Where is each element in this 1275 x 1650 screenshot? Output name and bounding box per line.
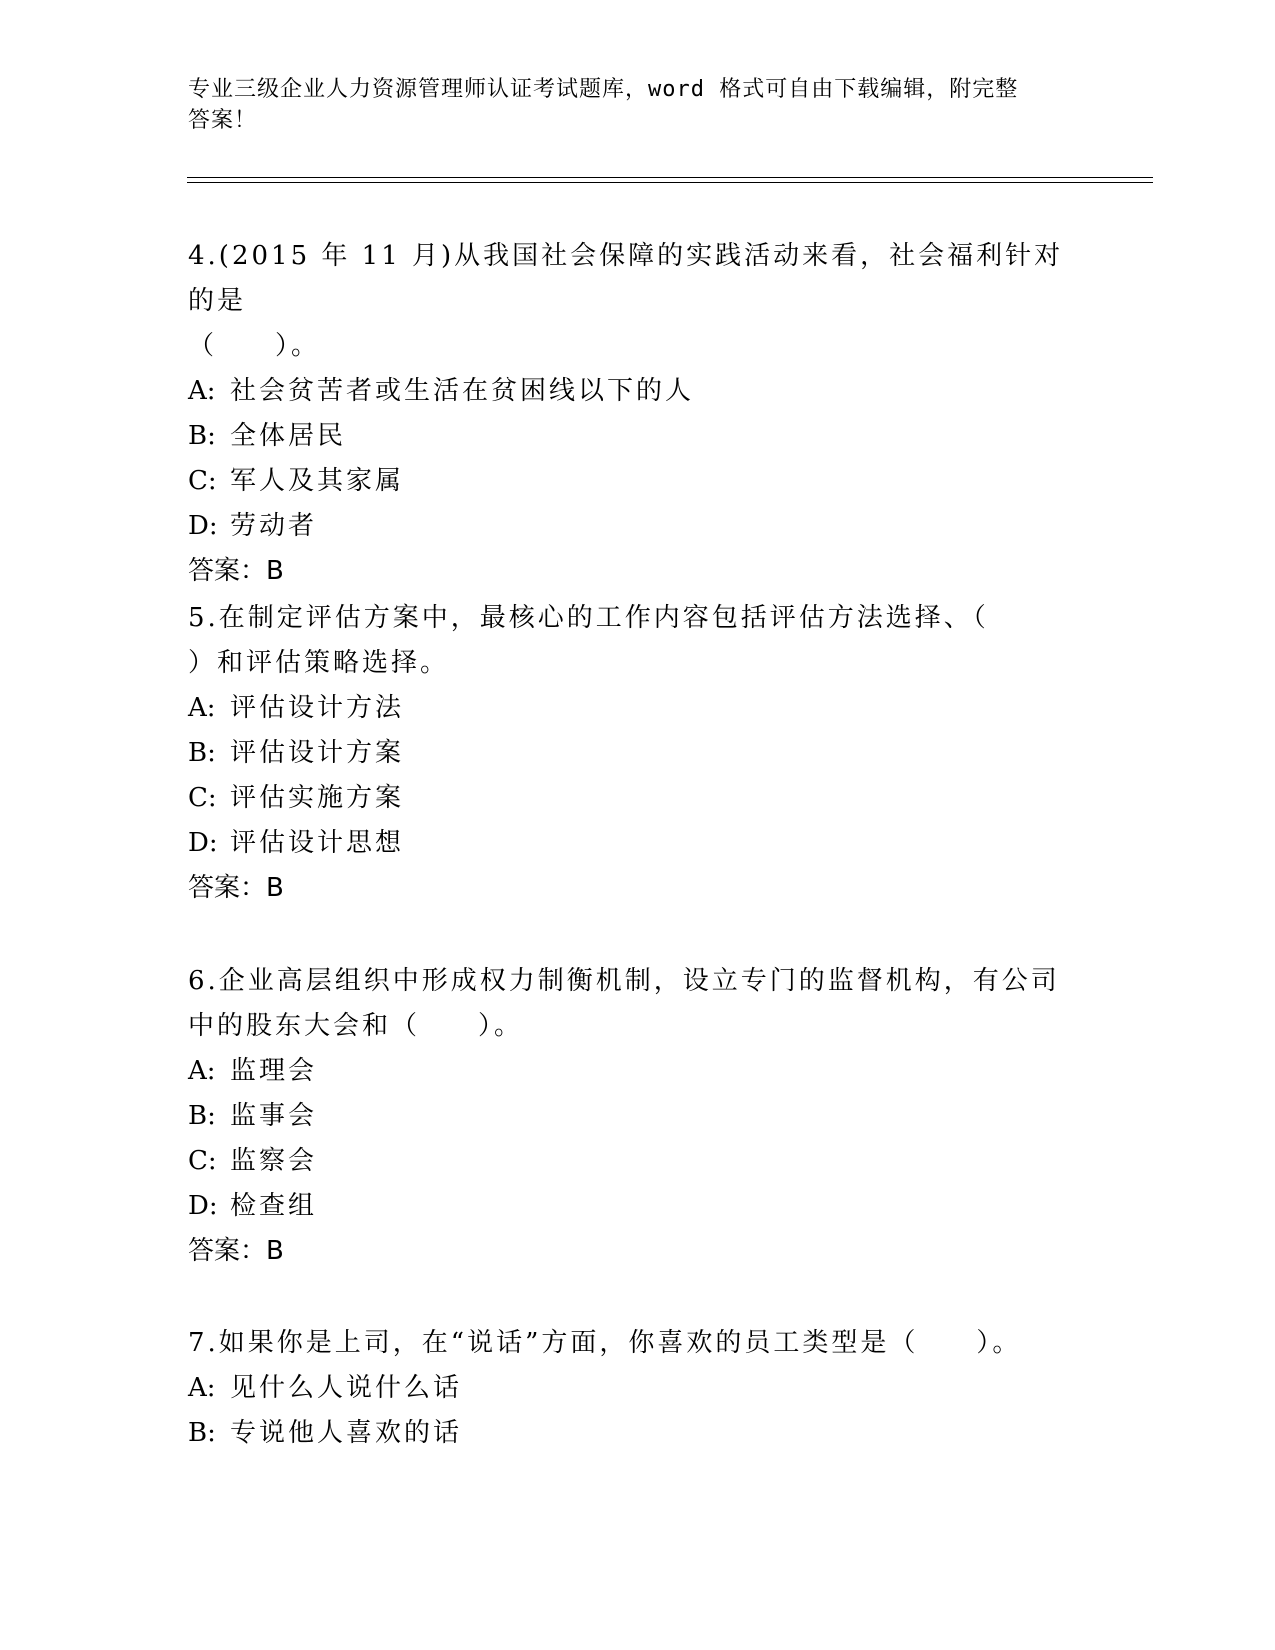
option-text: 专说他人喜欢的话 xyxy=(230,1418,463,1448)
question-text-line-2: ）和评估策略选择。 xyxy=(188,648,450,678)
option-b xyxy=(188,731,1088,776)
option-text: 评估设计思想 xyxy=(230,828,405,858)
option-key: A: xyxy=(188,1373,216,1403)
header-line-1: 专业三级企业人力资源管理师认证考试题库，word 格式可自由下载编辑，附完整 xyxy=(188,77,1019,102)
answer-line: 答案：B xyxy=(188,1236,284,1266)
option-d xyxy=(188,1184,1088,1229)
option-key: D: xyxy=(188,1191,218,1221)
option-b xyxy=(188,1094,1088,1139)
option-key: D: xyxy=(188,511,218,541)
option-key: A: xyxy=(188,376,216,406)
option-text: 检查组 xyxy=(230,1191,318,1221)
option-key: B: xyxy=(188,738,216,768)
header-divider-bottom xyxy=(187,182,1153,183)
option-a xyxy=(188,686,1088,731)
question-text-line-1: 7.如果你是上司，在“说话”方面，你喜欢的员工类型是（ ）。 xyxy=(188,1328,1022,1358)
option-text: 劳动者 xyxy=(230,511,318,541)
option-key: C: xyxy=(188,1146,217,1176)
question-block-4 xyxy=(188,234,1088,594)
question-text-line-2: 中的股东大会和（ ）。 xyxy=(188,1011,524,1041)
option-text: 评估设计方案 xyxy=(230,738,405,768)
option-text: 见什么人说什么话 xyxy=(230,1373,463,1403)
option-text: 评估设计方法 xyxy=(230,693,405,723)
option-c xyxy=(188,776,1088,821)
option-d xyxy=(188,504,1088,549)
option-c xyxy=(188,1139,1088,1184)
answer-line: 答案：B xyxy=(188,873,284,903)
question-block-5 xyxy=(188,596,1088,911)
option-key: D: xyxy=(188,828,218,858)
option-key: B: xyxy=(188,1418,216,1448)
option-b xyxy=(188,1411,1088,1456)
header-divider-top xyxy=(187,177,1153,178)
question-text-line-1: 6.企业高层组织中形成权力制衡机制，设立专门的监督机构，有公司 xyxy=(188,966,1060,996)
option-key: C: xyxy=(188,783,217,813)
option-key: B: xyxy=(188,1101,216,1131)
question-text-line-1: 5.在制定评估方案中，最核心的工作内容包括评估方法选择、（ xyxy=(188,603,989,633)
option-key: C: xyxy=(188,466,217,496)
option-b xyxy=(188,414,1088,459)
question-block-6 xyxy=(188,959,1088,1274)
option-key: A: xyxy=(188,1056,216,1086)
document-header xyxy=(188,74,1068,136)
option-a xyxy=(188,1366,1088,1411)
option-text: 监理会 xyxy=(230,1056,318,1086)
option-a xyxy=(188,369,1088,414)
answer-line: 答案：B xyxy=(188,556,284,586)
question-text-line-2: （ ）。 xyxy=(188,331,321,361)
option-text: 社会贫苦者或生活在贫困线以下的人 xyxy=(230,376,695,406)
option-key: A: xyxy=(188,693,216,723)
option-text: 监事会 xyxy=(230,1101,318,1131)
header-line-2: 答案！ xyxy=(188,108,258,133)
question-block-7 xyxy=(188,1321,1088,1456)
option-text: 评估实施方案 xyxy=(230,783,405,813)
option-a xyxy=(188,1049,1088,1094)
option-text: 全体居民 xyxy=(230,421,347,451)
question-text-line-1: 4.(2015 年 11 月)从我国社会保障的实践活动来看，社会福利针对的是 xyxy=(188,241,1064,316)
option-c xyxy=(188,459,1088,504)
option-d xyxy=(188,821,1088,866)
option-text: 监察会 xyxy=(230,1146,318,1176)
option-text: 军人及其家属 xyxy=(230,466,405,496)
option-key: B: xyxy=(188,421,216,451)
